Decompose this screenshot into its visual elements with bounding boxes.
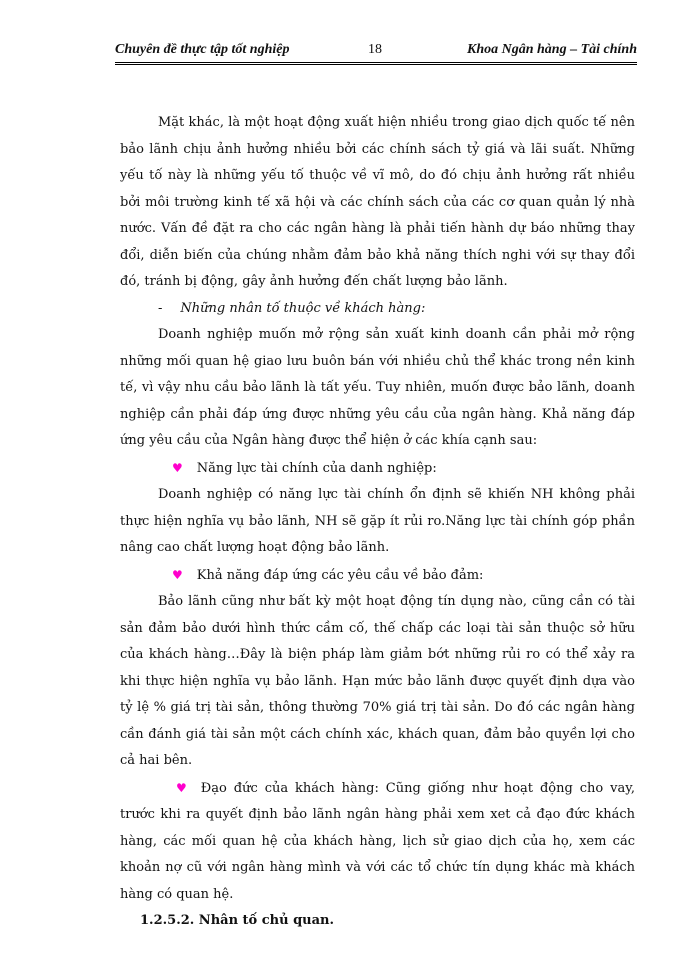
bullet-text: Năng lực tài chính của danh nghiệp: xyxy=(196,460,437,476)
section-heading: 1.2.5.2. Nhân tố chủ quan. xyxy=(140,913,335,928)
dash-item-text: Những nhân tố thuộc về khách hàng: xyxy=(180,300,426,316)
heart-bullet-icon: ♥ xyxy=(176,780,187,795)
dash-marker: - xyxy=(158,300,163,316)
paragraph: Bảo lãnh cũng như bất kỳ một hoạt động tín dụng nào, cũng cần có tài sản đảm bảo dưới hình thức cầm cố, thế chấp các loại tài sản thuộc sở hữu của khách hàng…Đây là biện pháp làm giảm bớt những rủi ro có thể xảy ra khi thực hiện nghĩa vụ bảo lãnh. Hạn mức bảo lãnh được quyết định dựa vào tỷ lệ % giá trị tài sản, thông thường 70% giá trị tài sản. Do đó các ngân hàng cần đánh giá tài sản một cách chính xác, khách quan, đảm bảo quyền lợi cho cả hai bên. xyxy=(120,594,635,768)
header-right-title: Khoa Ngân hàng – Tài chính xyxy=(467,42,637,57)
paragraph: Doanh nghiệp muốn mở rộng sản xuất kinh doanh cần phải mở rộng những mối quan hệ giao lưu buôn bán với nhiều chủ thể khác trong nền kinh tế, vì vậy nhu cầu bảo lãnh là tất yếu. Tuy nhiên, muốn được bảo lãnh, doanh nghiệp cần phải đáp ứng được những yêu cầu của ngân hàng. Khả năng đáp ứng yêu cầu của Ngân hàng được thể hiện ở các khía cạnh sau: xyxy=(120,327,635,448)
bullet-text: Khả năng đáp ứng các yêu cầu về bảo đảm: xyxy=(196,567,484,583)
paragraph: Mặt khác, là một hoạt động xuất hiện nhiều trong giao dịch quốc tế nên bảo lãnh chịu ảnh hưởng nhiều bởi các chính sách tỷ giá và lãi suất. Những yếu tố này là những yếu tố thuộc về vĩ mô, do đó chịu ảnh hưởng rất nhiều bởi môi trường kinh tế xã hội và các chính sách của các cơ quan quản lý nhà nước. Vấn đề đặt ra cho các ngân hàng là phải tiến hành dự báo những thay đổi, diễn biến của chúng nhằm đảm bảo khả năng thích nghi với sự thay đổi đó, tránh bị động, gây ảnh hưởng đến chất lượng bảo lãnh. xyxy=(120,115,635,289)
page-number: 18 xyxy=(368,42,382,57)
bullet-paragraph xyxy=(120,775,635,909)
bullet-text: Đạo đức của khách hàng: Cũng giống như hoạt động cho vay, trước khi ra quyết định bảo lãnh ngân hàng phải xem xet cả đạo đức khách hàng, các mối quan hệ của khách hàng, lịch sử giao dịch của họ, xem các khoản nợ cũ với ngân hàng mình và với các tổ chức tín dụng khác mà khách hàng có quan hệ. xyxy=(120,780,635,902)
dash-item xyxy=(158,296,635,323)
heart-bullet-icon: ♥ xyxy=(172,567,183,582)
body-text xyxy=(120,110,635,935)
page-header xyxy=(115,40,637,65)
header-left-title: Chuyên đề thực tập tốt nghiệp xyxy=(115,42,290,57)
bullet-item xyxy=(172,455,635,483)
heart-bullet-icon: ♥ xyxy=(172,460,183,475)
paragraph: Doanh nghiệp có năng lực tài chính ổn định sẽ khiến NH không phải thực hiện nghĩa vụ bảo lãnh, NH sẽ gặp ít rủi ro.Năng lực tài chính góp phần nâng cao chất lượng hoạt động bảo lãnh. xyxy=(120,487,635,555)
bullet-item xyxy=(172,562,635,590)
